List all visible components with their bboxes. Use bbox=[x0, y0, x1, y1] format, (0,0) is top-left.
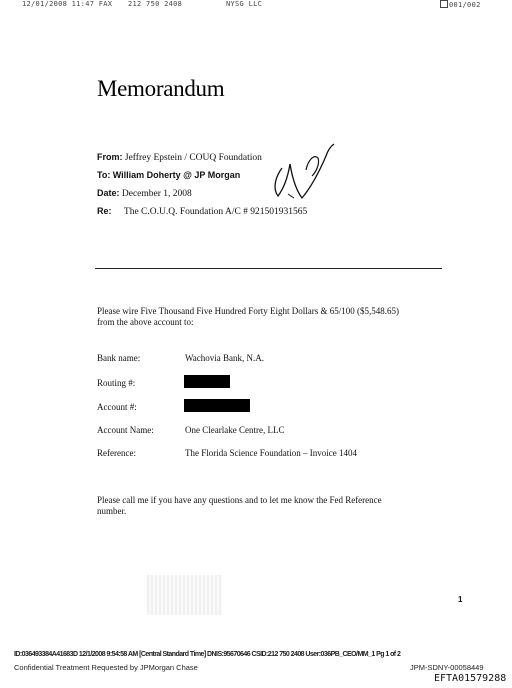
bank-name-value: Wachovia Bank, N.A. bbox=[185, 353, 265, 363]
instruction-line-2: from the above account to: bbox=[97, 317, 194, 327]
routing-label: Routing #: bbox=[97, 378, 136, 388]
fax-page-indicator bbox=[440, 0, 481, 9]
re-value: The C.O.U.Q. Foundation A/C # 921501931565 bbox=[123, 207, 308, 217]
account-name-label: Account Name: bbox=[97, 425, 154, 435]
fax-phone: 212 750 2408 bbox=[128, 0, 183, 8]
closing-line-1: Please call me if you have any questions and to let me know the Fed Reference bbox=[97, 495, 382, 505]
from-label: From: bbox=[97, 152, 123, 162]
wire-instruction bbox=[97, 306, 399, 328]
bates-number: JPM-SDNY-00058449 bbox=[410, 663, 484, 672]
closing-paragraph bbox=[97, 495, 382, 517]
to-value: William Doherty @ JP Morgan bbox=[112, 170, 241, 180]
reference-label: Reference: bbox=[97, 448, 136, 458]
date-label: Date: bbox=[97, 188, 120, 198]
fax-icon bbox=[440, 0, 448, 8]
scan-smudge bbox=[147, 575, 222, 615]
efta-number: EFTA01579288 bbox=[434, 673, 507, 684]
transmission-stamp: ID:036493384A41683D 12/1/2008 9:54:58 AM [Central Standard Time] DNIS:95670646 CSID:212 750 2408 User:036PB_CEO/MM_1 Pg 1 of 2 bbox=[14, 651, 401, 658]
date-value: December 1, 2008 bbox=[121, 189, 192, 199]
fax-sender: NYSG LLC bbox=[226, 0, 263, 8]
account-label: Account #: bbox=[97, 402, 137, 412]
fax-datetime: 12/01/2008 11:47 FAX bbox=[22, 0, 113, 8]
account-redaction bbox=[184, 399, 250, 412]
divider-line bbox=[95, 268, 442, 269]
account-name-value: One Clearlake Centre, LLC bbox=[185, 425, 285, 435]
re-line bbox=[97, 206, 307, 217]
to-line bbox=[97, 170, 240, 181]
from-value: Jeffrey Epstein / COUQ Foundation bbox=[124, 153, 262, 163]
fax-page-count: 001/002 bbox=[449, 1, 481, 9]
confidential-notice: Confidential Treatment Requested by JPMorgan Chase bbox=[14, 663, 198, 672]
date-line bbox=[97, 188, 192, 199]
handwritten-initials-signature bbox=[268, 140, 340, 202]
reference-value: The Florida Science Foundation – Invoice 1404 bbox=[185, 448, 357, 458]
closing-line-2: number. bbox=[97, 506, 127, 516]
re-label: Re: bbox=[97, 206, 112, 216]
bank-name-label: Bank name: bbox=[97, 353, 141, 363]
to-label: To: bbox=[97, 170, 111, 180]
memo-title: Memorandum bbox=[97, 76, 225, 101]
instruction-line-1: Please wire Five Thousand Five Hundred Forty Eight Dollars & 65/100 ($5,548.65) bbox=[97, 306, 400, 316]
page-number: 1 bbox=[458, 595, 463, 604]
routing-redaction bbox=[184, 375, 230, 388]
from-line bbox=[97, 152, 262, 163]
